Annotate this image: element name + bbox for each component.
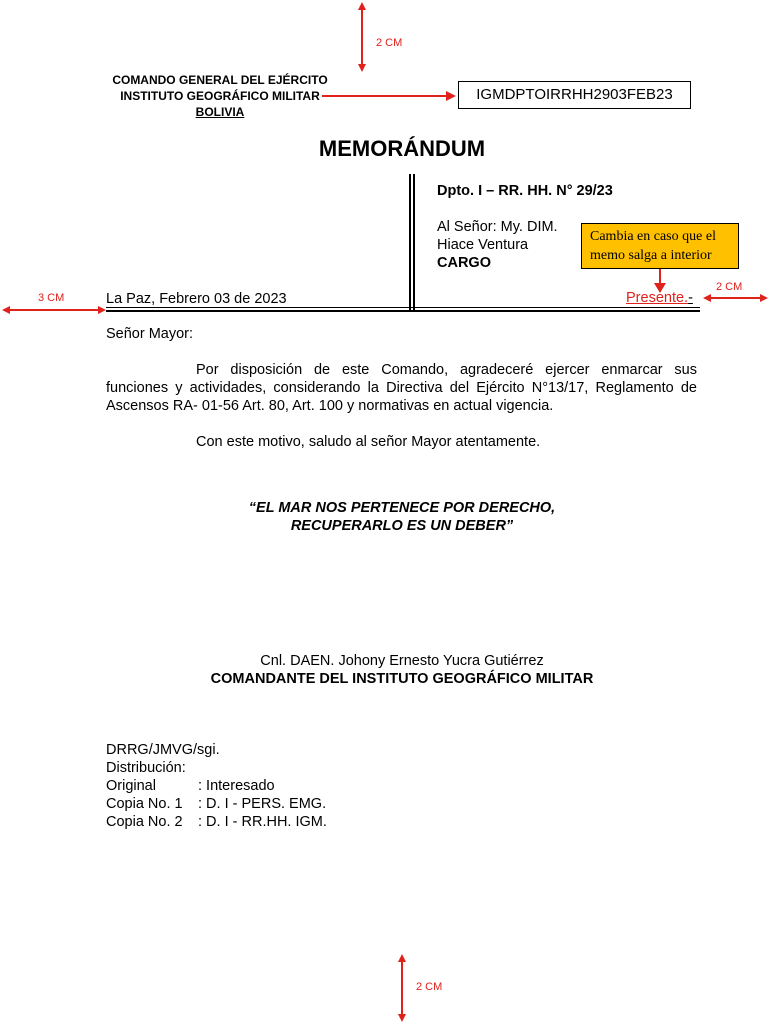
place-date: La Paz, Febrero 03 de 2023 <box>106 291 287 307</box>
distribution-value: : D. I - RR.HH. IGM. <box>198 814 327 830</box>
margin-bottom-label: 2 CM <box>416 981 443 993</box>
initials: DRRG/JMVG/sgi. <box>106 742 220 758</box>
vertical-rule-2 <box>413 174 415 312</box>
distribution-row <box>106 813 327 831</box>
document-code-box: IGMDPTOIRRHH2903FEB23 <box>458 81 691 109</box>
distribution-row <box>106 777 275 795</box>
distribution-row <box>106 795 326 813</box>
page-title: MEMORÁNDUM <box>318 136 486 161</box>
body-paragraph-1: Por disposición de este Comando, agradeceré ejercer enmarcar sus funciones y actividades, considerando la Directiva del Ejército N°13/17, Reglamento de Ascensos RA- 01-56 Art. 80, Art. 100 y normativas en actual vigencia. <box>106 362 697 414</box>
department-reference: Dpto. I – RR. HH. N° 29/23 <box>437 183 613 199</box>
distribution-value: : Interesado <box>198 778 275 794</box>
distribution-key: Copia No. 1 <box>106 796 183 812</box>
motto-line-2: RECUPERARLO ES UN DEBER” <box>290 518 514 534</box>
signatory-name: Cnl. DAEN. Johony Ernesto Yucra Gutiérrez <box>260 653 544 669</box>
margin-left-label: 3 CM <box>38 292 65 304</box>
recipient-line-2: Hiace Ventura <box>437 237 529 253</box>
distribution-key: Original <box>106 778 156 794</box>
horizontal-rule-2 <box>106 310 700 312</box>
motto-line-1: “EL MAR NOS PERTENECE POR DERECHO, <box>248 500 556 516</box>
distribution-value: : D. I - PERS. EMG. <box>198 796 327 812</box>
header-line-3: BOLIVIA <box>195 105 245 119</box>
signatory-title: COMANDANTE DEL INSTITUTO GEOGRÁFICO MILITAR <box>210 671 594 687</box>
margin-top-label: 2 CM <box>376 37 403 49</box>
recipient-position: CARGO <box>437 255 491 271</box>
presente-label: Presente.- <box>626 290 693 306</box>
distribution-key: Copia No. 2 <box>106 814 183 830</box>
recipient-line-1: Al Señor: My. DIM. <box>437 219 558 235</box>
vertical-rule-1 <box>409 174 411 312</box>
salutation: Señor Mayor: <box>106 326 194 342</box>
body-paragraph-2: Con este motivo, saludo al señor Mayor atentamente. <box>196 434 541 450</box>
header-line-1: COMANDO GENERAL DEL EJÉRCITO <box>112 73 328 87</box>
margin-right-label: 2 CM <box>716 281 743 293</box>
distribution-label: Distribución: <box>106 760 186 776</box>
header-line-2: INSTITUTO GEOGRÁFICO MILITAR <box>120 89 320 103</box>
callout-note: Cambia en caso que el memo salga a interior <box>581 223 739 269</box>
